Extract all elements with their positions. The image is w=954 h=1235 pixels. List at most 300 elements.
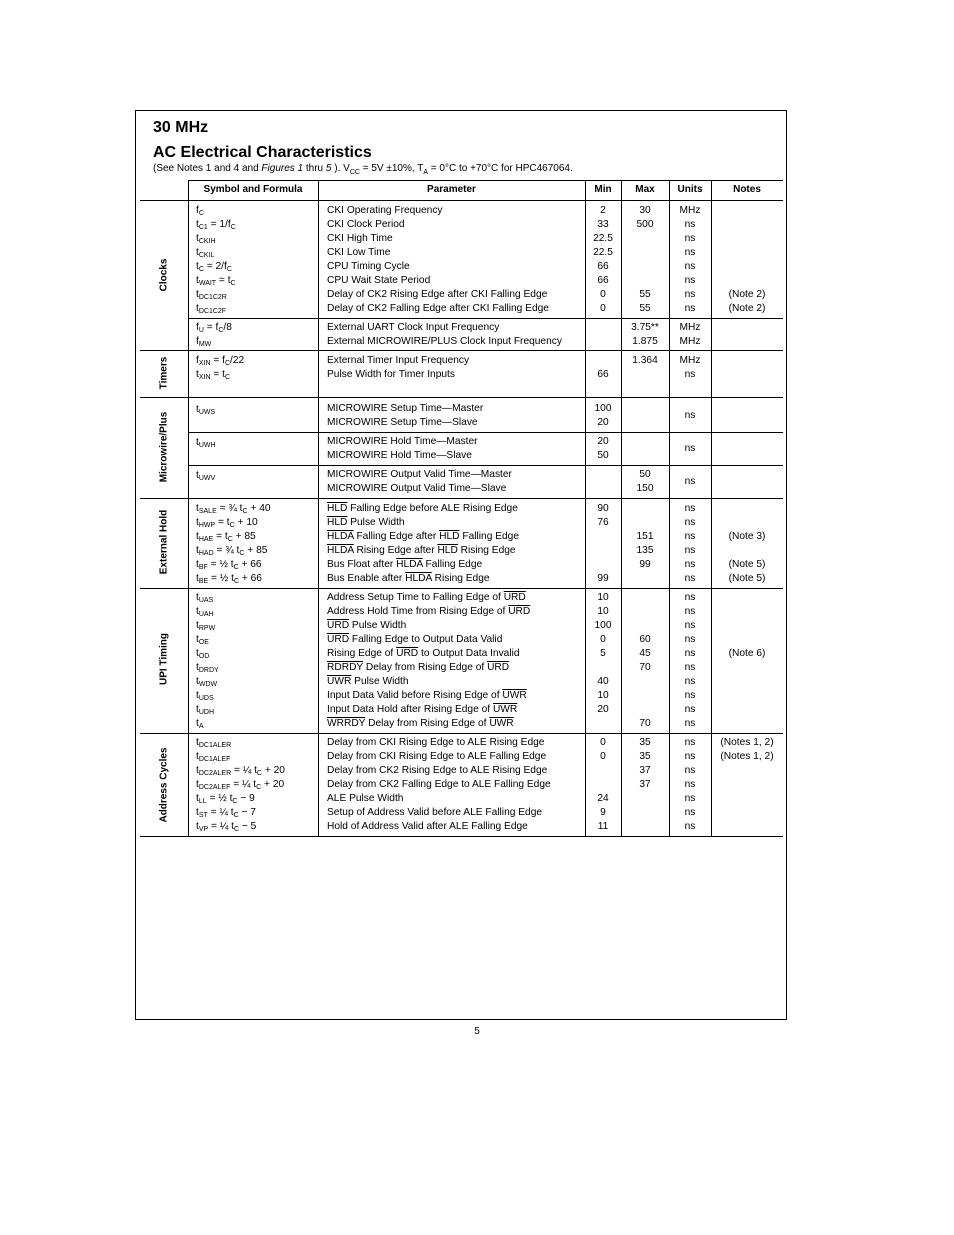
- min-column: [585, 468, 621, 496]
- min-value: 9: [600, 807, 606, 818]
- symbol-formula: $t_{UAH}$: [196, 606, 214, 618]
- parameter-text: CPU Wait State Period: [327, 275, 431, 286]
- symbol-formula: $t_{HWP} = t_C + 10$: [196, 517, 258, 529]
- min-value: [585, 321, 621, 335]
- symbol-formula: $t_{BF}$ = ½ $t_C + 66$: [196, 559, 262, 571]
- min-value: 100: [594, 403, 612, 414]
- max-value: 55: [639, 303, 651, 314]
- min-value: 20: [597, 417, 609, 428]
- max-value: [621, 689, 669, 703]
- min-value: 22.5: [593, 247, 613, 258]
- symbol-column: [196, 502, 271, 586]
- max-column: [621, 204, 669, 316]
- max-value: 135: [636, 545, 654, 556]
- min-value: 22.5: [593, 233, 613, 244]
- max-value: [621, 402, 669, 416]
- page-number: 5: [474, 1026, 480, 1037]
- parameter-column: [327, 402, 483, 430]
- header-rule: [140, 200, 783, 201]
- max-value: 1.875: [632, 336, 658, 347]
- min-value: 11: [597, 821, 609, 832]
- header-notes: Notes: [733, 184, 761, 195]
- parameter-text: MICROWIRE Output Valid Time—Slave: [327, 483, 507, 494]
- max-column: [621, 402, 669, 430]
- min-value: [585, 764, 621, 778]
- min-value: 0: [600, 303, 606, 314]
- symbol-formula: $t_{DC1ALEF}$: [196, 751, 231, 763]
- group-clocks: Clocks: [158, 258, 170, 292]
- max-value: 37: [639, 779, 651, 790]
- parameter-text: Setup of Address Valid before ALE Falling Edge: [327, 807, 543, 818]
- symbol-formula: $t_{BE}$ = ½ $t_C + 66$: [196, 573, 262, 585]
- symbol-column: [196, 436, 216, 450]
- units-value: ns: [684, 634, 696, 645]
- max-column: [621, 468, 669, 496]
- units-value: ns: [684, 793, 696, 804]
- min-value: 100: [594, 620, 612, 631]
- units-value: ns: [684, 410, 696, 421]
- max-column: [621, 591, 669, 731]
- min-column: [585, 736, 621, 834]
- max-value: 70: [639, 718, 651, 729]
- symbol-formula: $f_U = f_C/8$: [196, 322, 232, 334]
- symbol-formula: $t_{HAE} = t_C + 85$: [196, 531, 256, 543]
- min-column: [585, 321, 621, 349]
- max-value: [621, 502, 669, 516]
- units-value: ns: [684, 573, 696, 584]
- parameter-text: Bus Float after HLDA Falling Edge: [327, 559, 483, 570]
- max-value: 150: [636, 483, 654, 494]
- max-value: [621, 368, 669, 382]
- parameter-text: Bus Enable after HLDA Rising Edge: [327, 573, 490, 584]
- parameter-text: CKI Operating Frequency: [327, 205, 443, 216]
- symbol-formula: $t_{UDH}$: [196, 704, 215, 716]
- max-value: 151: [636, 531, 654, 542]
- min-value: 66: [597, 261, 609, 272]
- units-value: ns: [684, 662, 696, 673]
- note-value: [711, 246, 783, 260]
- symbol-formula: $t_{ST}$ = ¼ $t_C - 7$: [196, 807, 256, 819]
- min-column: [585, 402, 621, 430]
- parameter-column: [327, 468, 512, 496]
- hold-rule: [140, 588, 783, 589]
- symbol-formula: $t_{DC2ALEF}$ = ¼ $t_C + 20$: [196, 779, 285, 791]
- parameter-column: [327, 321, 562, 349]
- min-value: [585, 468, 621, 482]
- parameter-text: MICROWIRE Setup Time—Slave: [327, 417, 478, 428]
- units-value: ns: [684, 765, 696, 776]
- parameter-text: External Timer Input Frequency: [327, 355, 470, 366]
- units-value: ns: [684, 718, 696, 729]
- table-bottom-rule: [140, 836, 783, 837]
- note-value: [711, 274, 783, 288]
- symbol-column: [196, 736, 285, 834]
- notes-column: [711, 204, 783, 316]
- note-value: [711, 232, 783, 246]
- min-value: 10: [597, 690, 609, 701]
- units-value: MHz: [679, 336, 701, 347]
- parameter-column: [327, 354, 469, 382]
- max-value: 45: [639, 648, 651, 659]
- parameter-text: $\overline{URD}$ Falling Edge to Output Data Valid: [327, 634, 503, 645]
- min-value: [585, 335, 621, 349]
- min-value: [585, 544, 621, 558]
- units-value: ns: [684, 476, 696, 487]
- upi-rule: [140, 733, 783, 734]
- parameter-text: External UART Clock Input Frequency: [327, 322, 500, 333]
- min-value: 40: [597, 676, 609, 687]
- min-value: 20: [597, 704, 609, 715]
- min-value: [585, 558, 621, 572]
- note-value: [711, 321, 783, 335]
- min-value: [585, 717, 621, 731]
- units-value: ns: [684, 648, 696, 659]
- units-value: ns: [684, 517, 696, 528]
- min-value: 5: [600, 648, 606, 659]
- units-value: ns: [684, 443, 696, 454]
- microwire-sub-rule-2: [188, 465, 783, 466]
- parameter-column: [327, 591, 530, 731]
- max-value: [621, 605, 669, 619]
- min-value: [585, 482, 621, 496]
- symbol-column: [196, 354, 244, 382]
- max-value: 55: [639, 289, 651, 300]
- units-value: ns: [684, 233, 696, 244]
- units-value: ns: [684, 275, 696, 286]
- units-value: ns: [684, 737, 696, 748]
- max-value: [621, 449, 669, 463]
- parameter-text: Delay of CK2 Rising Edge after CKI Falling Edge: [327, 289, 548, 300]
- parameter-text: CPU Timing Cycle: [327, 261, 410, 272]
- units-value: ns: [684, 821, 696, 832]
- parameter-text: Hold of Address Valid after ALE Falling Edge: [327, 821, 528, 832]
- symbol-formula: $t_{WAIT} = t_C$: [196, 275, 236, 287]
- note-value: [711, 516, 783, 530]
- symbol-formula: $t_A$: [196, 718, 204, 730]
- min-value: 66: [597, 275, 609, 286]
- parameter-column: [327, 204, 549, 316]
- units-value: ns: [684, 751, 696, 762]
- max-value: [621, 572, 669, 586]
- units-value: ns: [684, 503, 696, 514]
- parameter-text: Pulse Width for Timer Inputs: [327, 369, 455, 380]
- min-value: [585, 354, 621, 368]
- min-value: 99: [597, 573, 609, 584]
- min-value: 10: [597, 606, 609, 617]
- col-rule-2: [318, 180, 319, 836]
- symbol-formula: $f_{XIN} = f_C/22$: [196, 355, 245, 367]
- parameter-text: Input Data Valid before Rising Edge of $\overline{UWR}$: [327, 690, 527, 701]
- note-value: [711, 806, 783, 820]
- min-column: [585, 502, 621, 586]
- parameter-text: MICROWIRE Setup Time—Master: [327, 403, 484, 414]
- symbol-formula: $t_{DC1C2R}$: [196, 289, 227, 301]
- group-microwire: Microwire/Plus: [158, 411, 170, 483]
- min-value: 20: [597, 436, 609, 447]
- min-value: 90: [597, 503, 609, 514]
- symbol-formula: $t_{OD}$: [196, 648, 210, 660]
- note-value: [711, 218, 783, 232]
- max-value: 99: [639, 559, 651, 570]
- note-value: (Note 3): [728, 531, 766, 542]
- note-value: (Notes 1, 2): [720, 737, 774, 748]
- max-value: 30: [639, 205, 651, 216]
- note-value: (Note 5): [728, 573, 766, 584]
- max-value: [621, 232, 669, 246]
- symbol-formula: $t_{DC2ALER}$ = ¼ $t_C + 20$: [196, 765, 285, 777]
- header-symbol: Symbol and Formula: [203, 184, 303, 195]
- min-column: [585, 435, 621, 463]
- parameter-text: $\overline{HLD}$ Pulse Width: [327, 517, 405, 528]
- symbol-formula: $t_{UDS}$: [196, 690, 214, 702]
- symbol-formula: $t_{HAD}$ = ¾ $t_C + 85$: [196, 545, 268, 557]
- symbol-column: [196, 204, 236, 316]
- units-column: [669, 204, 711, 316]
- symbol-column: [196, 591, 219, 731]
- units-value: ns: [684, 219, 696, 230]
- note-value: [711, 778, 783, 792]
- header-max: Max: [635, 184, 655, 195]
- min-value: 0: [600, 751, 606, 762]
- min-value: 10: [597, 592, 609, 603]
- symbol-formula: $t_{DC1ALER}$: [196, 737, 232, 749]
- symbol-column: [196, 403, 215, 417]
- note-value: (Note 2): [728, 289, 766, 300]
- parameter-column: [327, 435, 478, 463]
- parameter-text: RDRDY Delay from Rising Edge of $\overline{URD}$: [327, 662, 510, 673]
- units-value: ns: [684, 592, 696, 603]
- notes-column: [711, 647, 783, 661]
- min-value: 33: [597, 219, 609, 230]
- max-value: [621, 675, 669, 689]
- units-value: ns: [684, 289, 696, 300]
- symbol-column: [196, 469, 215, 483]
- units-column: [669, 591, 711, 731]
- group-upi-timing: UPI Timing: [158, 632, 170, 686]
- parameter-text: CKI Clock Period: [327, 219, 405, 230]
- max-column: [621, 321, 669, 349]
- parameter-column: [327, 736, 551, 834]
- min-column: [585, 591, 621, 731]
- parameter-text: External MICROWIRE/PLUS Clock Input Frequency: [327, 336, 562, 347]
- parameter-text: $\overline{UWR}$ Pulse Width: [327, 676, 409, 687]
- max-value: 70: [639, 662, 651, 673]
- min-value: [585, 530, 621, 544]
- max-value: [621, 820, 669, 834]
- symbol-formula: $f_C$: [196, 205, 204, 217]
- symbol-formula: $t_C = 2/f_C$: [196, 261, 232, 273]
- clocks-rule: [140, 350, 783, 351]
- units-value: ns: [684, 559, 696, 570]
- max-value: 37: [639, 765, 651, 776]
- symbol-formula: $t_{DRDY}$: [196, 662, 219, 674]
- units-value: ns: [684, 545, 696, 556]
- heading-frequency: 30 MHz: [153, 119, 209, 136]
- units-value: ns: [684, 807, 696, 818]
- timers-rule: [140, 397, 783, 398]
- parameter-text: Delay from CK2 Falling Edge to ALE Falling Edge: [327, 779, 551, 790]
- symbol-formula: $f_{MW}$: [196, 336, 212, 348]
- parameter-text: Input Data Hold after Rising Edge of $\overline{UWR}$: [327, 704, 518, 715]
- symbol-formula: $t_{CKIL}$: [196, 247, 215, 259]
- units-value: ns: [684, 676, 696, 687]
- min-value: 2: [600, 205, 606, 216]
- note-value: (Note 2): [728, 303, 766, 314]
- units-value: ns: [684, 606, 696, 617]
- units-column: [669, 502, 711, 586]
- parameter-column: [327, 502, 519, 586]
- max-value: [621, 619, 669, 633]
- note-value: (Note 5): [728, 559, 766, 570]
- units-column: [669, 354, 711, 382]
- min-column: [585, 204, 621, 316]
- max-value: [621, 806, 669, 820]
- parameter-text: MICROWIRE Hold Time—Slave: [327, 450, 472, 461]
- max-column: [621, 736, 669, 834]
- min-value: [585, 778, 621, 792]
- min-column: [585, 354, 621, 382]
- units-value: ns: [684, 247, 696, 258]
- max-value: [621, 792, 669, 806]
- parameter-text: Address Setup Time to Falling Edge of $\overline{URD}$: [327, 592, 526, 603]
- symbol-formula: $t_{OE}$: [196, 634, 209, 646]
- symbol-formula: $t_{VP}$ = ¼ $t_C - 5$: [196, 821, 257, 833]
- note-value: [711, 204, 783, 218]
- max-column: [621, 435, 669, 463]
- parameter-text: Delay from CK2 Rising Edge to ALE Rising Edge: [327, 765, 548, 776]
- symbol-formula: $t_{LL}$ = ½ $t_C - 9$: [196, 793, 255, 805]
- symbol-formula: $t_{WDW}$: [196, 676, 218, 688]
- note-value: [711, 502, 783, 516]
- header-min: Min: [594, 184, 612, 195]
- subtitle-conditions: (See Notes 1 and 4 and Figures 1 thru 5 ). $V_{CC} = 5V \pm 10\%$, $T_A = 0^\circ C$ to +70°C for HPC467064.: [153, 163, 573, 176]
- table-top-rule: [188, 180, 783, 181]
- clocks-sub-rule: [188, 318, 783, 319]
- symbol-formula: $t_{CKIH}$: [196, 233, 216, 245]
- max-value: [621, 260, 669, 274]
- min-value: 66: [597, 369, 609, 380]
- notes-column: [711, 321, 783, 349]
- note-value: [711, 764, 783, 778]
- notes-column: [711, 736, 783, 834]
- units-value: ns: [684, 779, 696, 790]
- max-column: [621, 502, 669, 586]
- note-value: [711, 260, 783, 274]
- note-value: (Note 6): [728, 648, 766, 659]
- symbol-formula: $t_{XIN} = t_C$: [196, 369, 231, 381]
- units-column: [669, 409, 711, 423]
- parameter-text: MICROWIRE Hold Time—Master: [327, 436, 478, 447]
- max-value: [621, 703, 669, 717]
- min-value: 24: [597, 793, 609, 804]
- header-parameter: Parameter: [427, 184, 476, 195]
- parameter-text: Rising Edge of $\overline{URD}$ to Output Data Invalid: [327, 648, 520, 659]
- parameter-text: HLDA Falling Edge after $\overline{HLD}$ Falling Edge: [327, 531, 519, 542]
- units-column: [669, 736, 711, 834]
- note-value: [711, 335, 783, 349]
- parameter-text: $\overline{HLD}$ Falling Edge before ALE Rising Edge: [327, 503, 518, 514]
- units-column: [669, 475, 711, 489]
- group-external-hold: External Hold: [158, 509, 170, 575]
- parameter-text: Delay from CKI Rising Edge to ALE Rising Edge: [327, 737, 545, 748]
- min-value: 0: [600, 289, 606, 300]
- max-value: 500: [636, 219, 654, 230]
- max-value: [621, 416, 669, 430]
- max-value: 1.364: [632, 355, 658, 366]
- symbol-formula: $t_{UWH}$: [196, 437, 216, 449]
- units-value: MHz: [679, 205, 701, 216]
- units-column: [669, 321, 711, 349]
- parameter-text: HLDA Rising Edge after $\overline{HLD}$ Rising Edge: [327, 545, 516, 556]
- max-value: 3.75**: [631, 322, 659, 333]
- min-value: 0: [600, 737, 606, 748]
- units-value: ns: [684, 620, 696, 631]
- group-timers: Timers: [158, 356, 170, 390]
- units-column: [669, 442, 711, 456]
- symbol-formula: $t_{C1} = 1/f_C$: [196, 219, 236, 231]
- symbol-formula: $t_{DC1C2F}$: [196, 303, 227, 315]
- col-rule-1: [188, 180, 189, 836]
- parameter-text: CKI High Time: [327, 233, 393, 244]
- note-value: [711, 820, 783, 834]
- units-value: ns: [684, 369, 696, 380]
- note-value: [711, 544, 783, 558]
- units-value: MHz: [679, 322, 701, 333]
- note-value: [711, 792, 783, 806]
- parameter-text: Address Hold Time from Rising Edge of $\overline{URD}$: [327, 606, 531, 617]
- max-value: [621, 274, 669, 288]
- units-value: ns: [684, 531, 696, 542]
- max-value: [621, 246, 669, 260]
- min-value: 0: [600, 634, 606, 645]
- parameter-text: CKI Low Time: [327, 247, 391, 258]
- notes-column: [711, 502, 783, 586]
- min-value: 76: [597, 517, 609, 528]
- units-value: ns: [684, 690, 696, 701]
- parameter-text: $\overline{URD}$ Pulse Width: [327, 620, 407, 631]
- symbol-formula: $t_{UWV}$: [196, 470, 216, 482]
- min-value: 50: [597, 450, 609, 461]
- symbol-formula: $t_{UWS}$: [196, 404, 216, 416]
- microwire-sub-rule-1: [188, 432, 783, 433]
- max-value: [621, 516, 669, 530]
- header-units: Units: [677, 184, 703, 195]
- parameter-text: MICROWIRE Output Valid Time—Master: [327, 469, 512, 480]
- units-value: ns: [684, 704, 696, 715]
- symbol-formula: $t_{RPW}$: [196, 620, 216, 632]
- symbol-column: [196, 321, 232, 349]
- parameter-text: ALE Pulse Width: [327, 793, 404, 804]
- heading-title: AC Electrical Characteristics: [153, 144, 372, 161]
- units-value: MHz: [679, 355, 701, 366]
- max-value: [621, 435, 669, 449]
- max-value: 60: [639, 634, 651, 645]
- max-value: 35: [639, 737, 651, 748]
- note-value: (Notes 1, 2): [720, 751, 774, 762]
- symbol-formula: $t_{UAS}$: [196, 592, 214, 604]
- max-column: [621, 354, 669, 382]
- parameter-text: Delay from CKI Rising Edge to ALE Falling Edge: [327, 751, 547, 762]
- max-value: 50: [639, 469, 651, 480]
- symbol-formula: $t_{SALE}$ = ¾ $t_C + 40$: [196, 503, 271, 515]
- group-address-cycles: Address Cycles: [158, 747, 170, 823]
- parameter-text: Delay of CK2 Falling Edge after CKI Falling Edge: [327, 303, 549, 314]
- microwire-rule: [140, 498, 783, 499]
- max-value: 35: [639, 751, 651, 762]
- parameter-text: WRRDY Delay from Rising Edge of $\overline{UWR}$: [327, 718, 514, 729]
- max-value: [621, 591, 669, 605]
- units-value: ns: [684, 261, 696, 272]
